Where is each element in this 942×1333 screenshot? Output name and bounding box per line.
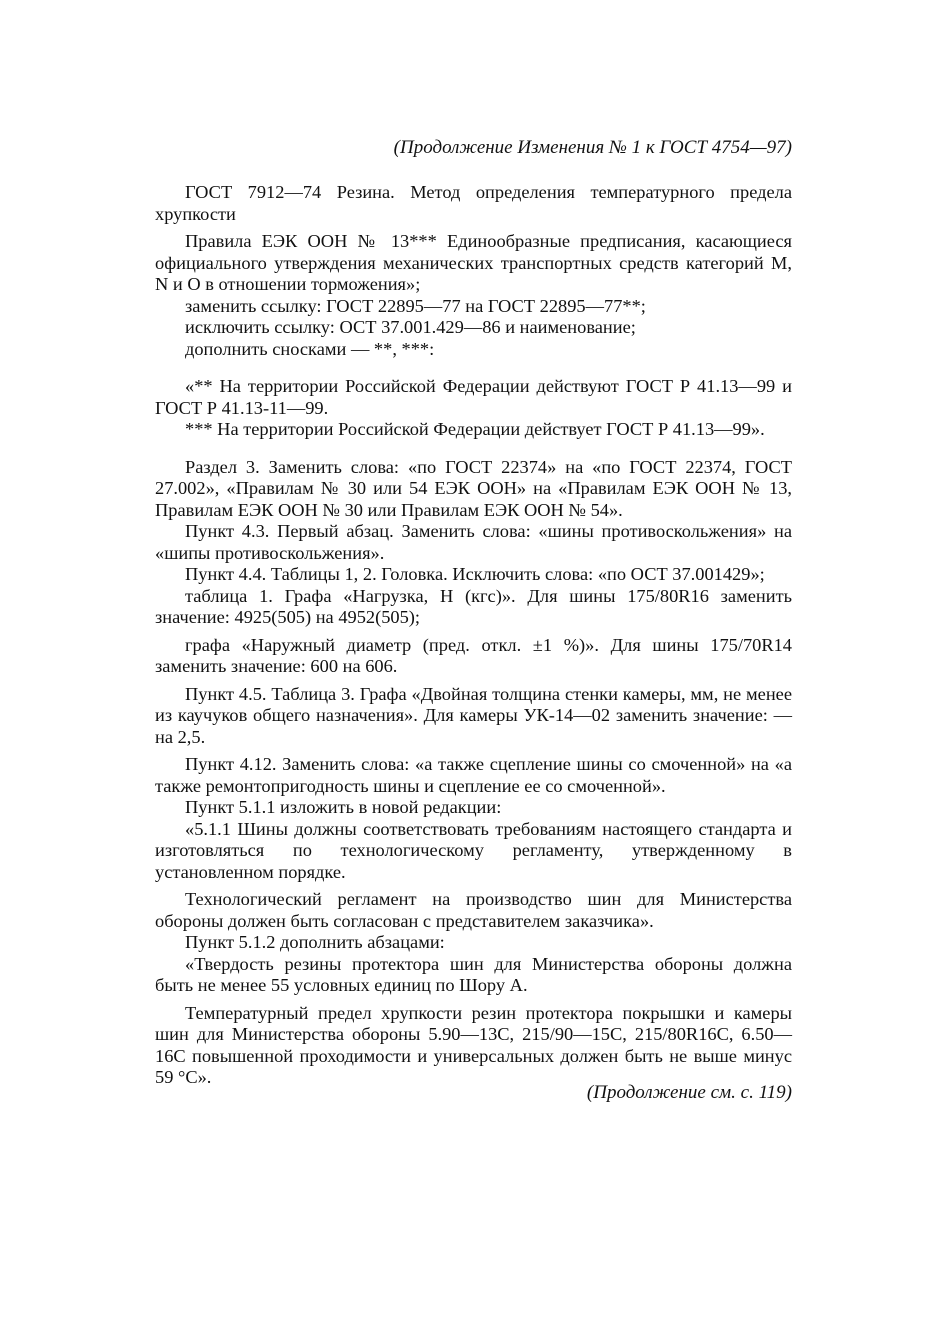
paragraph-replace-reference: заменить ссылку: ГОСТ 22895—77 на ГОСТ 22895—77**; xyxy=(185,295,646,316)
paragraph-tread-hardness: «Твердость резины протектора шин для Министерства обороны должна быть не менее 55 условных единиц по Шору А. xyxy=(155,953,792,995)
document-body xyxy=(155,182,792,1089)
paragraph-outer-diameter: графа «Наружный диаметр (пред. откл. ±1 %)». Для шины 175/70R14 заменить значение: 600 на 606. xyxy=(155,634,792,676)
footnotes-block xyxy=(155,376,792,441)
paragraph-add-footnotes: дополнить сносками — **, ***: xyxy=(185,338,435,359)
paragraph-item-5-1-1-intro: Пункт 5.1.1 изложить в новой редакции: xyxy=(185,797,502,817)
paragraph-table-1-load: таблица 1. Графа «Нагрузка, Н (кгс)». Для шины 175/80R16 заменить значение: 4925(505) на 4952(505); xyxy=(155,585,792,627)
paragraph-exclude-reference: исключить ссылку: ОСТ 37.001.429—86 и наименование; xyxy=(185,317,636,337)
paragraph-item-4-12: Пункт 4.12. Заменить слова: «а также сцепление шины со смоченной» на «а также ремонтопригодность шины и сцепление ее со смоченной». xyxy=(155,754,792,796)
paragraph-item-4-3: Пункт 4.3. Первый абзац. Заменить слова: «шины противоскольжения» на «шипы противоскольжения». xyxy=(155,521,792,563)
paragraph-item-5-1-1-text: «5.1.1 Шины должны соответствовать требованиям настоящего стандарта и изготовляться по технологическому регламенту, утвержденному в установленном порядке. xyxy=(155,818,792,882)
paragraph-item-4-5: Пункт 4.5. Таблица 3. Графа «Двойная толщина стенки камеры, мм, не менее из каучуков общего назначения». Для камеры УК-14—02 заменить значение: — на 2,5. xyxy=(155,683,792,747)
paragraph-ece-rule-13: Правила ЕЭК ООН № 13*** Единообразные предписания, касающиеся официального утверждения механических транспортных средств категорий М, N и О в отношении торможения»; xyxy=(155,231,792,294)
footnote-triple-star: *** На территории Российской Федерации действует ГОСТ Р 41.13—99». xyxy=(185,419,765,439)
paragraph-item-5-1-2-intro: Пункт 5.1.2 дополнить абзацами: xyxy=(185,932,445,952)
paragraph-brittleness-temperature: Температурный предел хрупкости резин протектора покрышки и камеры шин для Министерства обороны 5.90—13С, 215/90—15С, 215/80R16С, 6.50—16С повышенной проходимости и универсальных должен быть не выше минус 59 °С». xyxy=(155,1002,792,1087)
paragraph-tech-regulation: Технологический регламент на производство шин для Министерства обороны должен быть согласован с представителем заказчика». xyxy=(155,889,792,931)
page-footer: (Продолжение см. с. 119) xyxy=(586,1082,792,1103)
paragraph-gost-7912: ГОСТ 7912—74 Резина. Метод определения температурного предела хрупкости xyxy=(155,182,792,224)
paragraph-item-4-4: Пункт 4.4. Таблицы 1, 2. Головка. Исключить слова: «по ОСТ 37.001429»; xyxy=(185,564,765,584)
page-header: (Продолжение Изменения № 1 к ГОСТ 4754—97) xyxy=(393,137,792,158)
paragraph-section-3: Раздел 3. Заменить слова: «по ГОСТ 22374» на «по ГОСТ 22374, ГОСТ 27.002», «Правилам № 30 или 54 ЕЭК ООН» на «Правилам ЕЭК ООН № 13, Правилам ЕЭК ООН № 30 или Правилам ЕЭК ООН № 54». xyxy=(155,456,792,520)
footnote-double-star: «** На территории Российской Федерации действуют ГОСТ Р 41.13—99 и ГОСТ Р 41.13-11—99. xyxy=(155,376,792,418)
